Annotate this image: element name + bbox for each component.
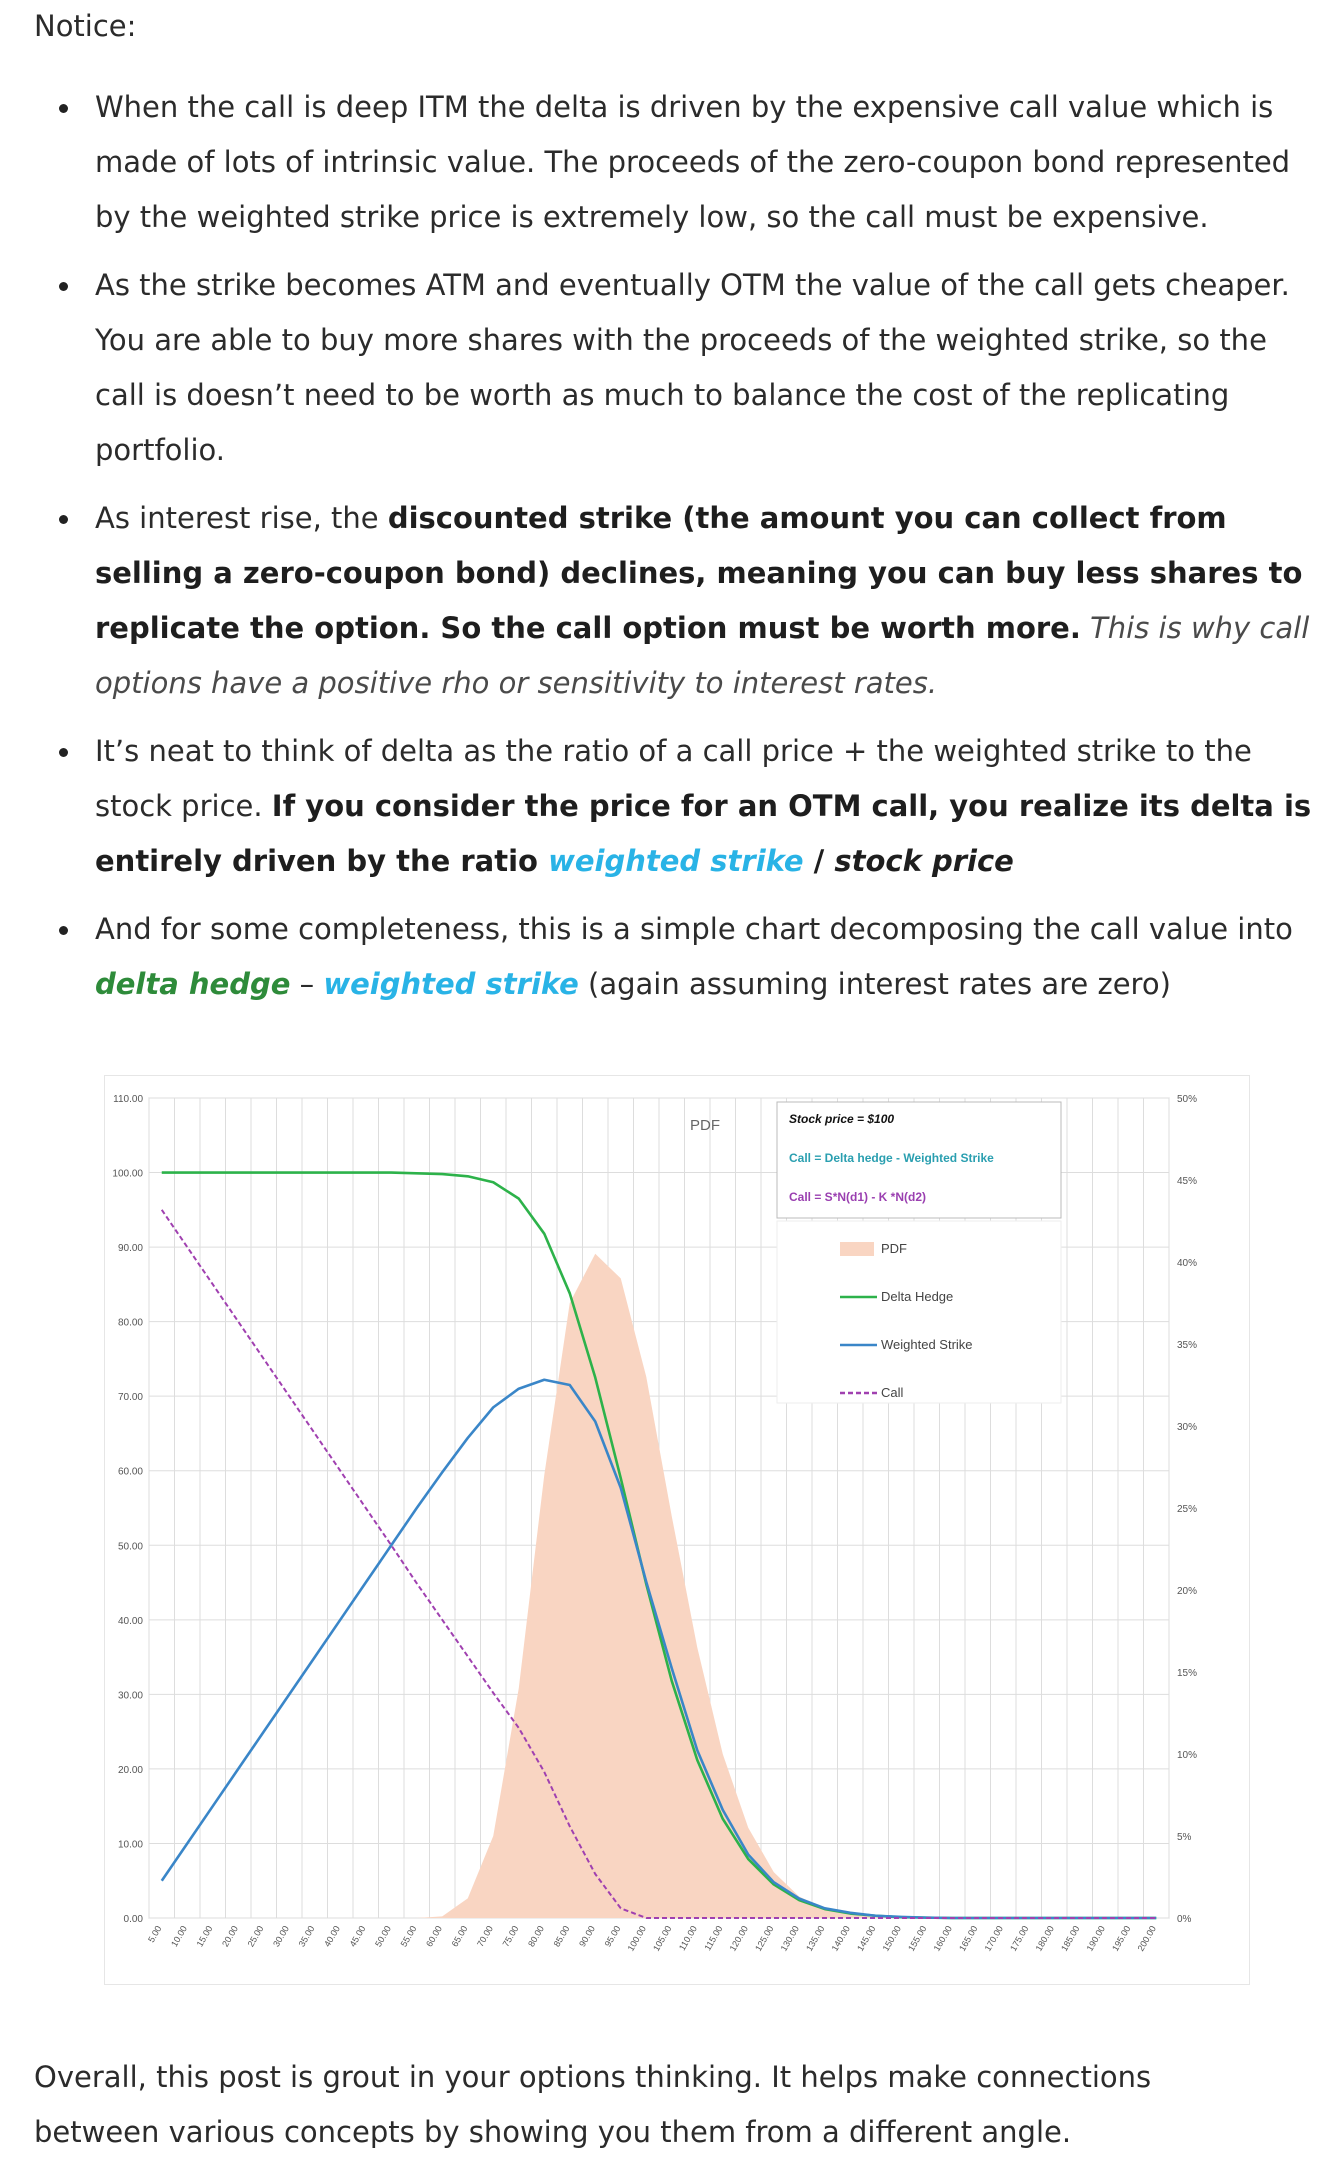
x-tick-label: 160.00: [931, 1924, 954, 1953]
y-tick-label: 100.00: [112, 1168, 143, 1180]
x-tick-label: 50.00: [373, 1924, 393, 1949]
x-tick-label: 25.00: [245, 1924, 266, 1949]
bullet-list: [34, 80, 1325, 1025]
bullet-text: It’s neat to think of delta as the ratio of a call price + the weighted strike to the stock price.: [95, 734, 1252, 823]
x-tick-label: 120.00: [727, 1924, 750, 1953]
info-formula-1: Call = Delta hedge - Weighted Strike: [789, 1151, 994, 1165]
x-tick-label: 10.00: [169, 1924, 189, 1949]
y-tick-label: 0.00: [123, 1914, 143, 1925]
x-tick-label: 145.00: [855, 1924, 878, 1953]
x-tick-label: 110.00: [676, 1924, 699, 1953]
x-tick-label: 130.00: [778, 1924, 801, 1953]
notice-heading: Notice:: [34, 9, 137, 43]
x-tick-label: 170.00: [982, 1924, 1005, 1953]
x-tick-label: 95.00: [602, 1924, 623, 1949]
x-tick-label: 70.00: [475, 1924, 495, 1949]
slash: /: [803, 844, 835, 878]
legend-box: [777, 1221, 1061, 1403]
bullet-text-end: (again assuming interest rates are zero): [578, 967, 1171, 1001]
bullet-text: And for some completeness, this is a simple chart decomposing the call value into: [95, 912, 1293, 946]
bullet-text: When the call is deep ITM the delta is driven by the expensive call value which is made of lots of intrinsic value. The proceeds of the zero-coupon bond represented by the weighted strike price is extremely low, so the call must be expensive.: [95, 90, 1291, 234]
y-tick-label: 30.00: [117, 1690, 143, 1702]
legend-label: Weighted Strike: [881, 1337, 973, 1352]
x-tick-label: 140.00: [829, 1924, 852, 1953]
y-tick-label: 90.00: [117, 1243, 143, 1255]
closing-paragraph: Overall, this post is grout in your options thinking. It helps make connections between various concepts by showing you them from a different angle.: [34, 2060, 1152, 2149]
info-stock-price: Stock price = $100: [789, 1112, 895, 1126]
weighted-strike-term: weighted strike: [548, 844, 804, 878]
stock-price-term: stock price: [834, 844, 1014, 878]
x-tick-label: 165.00: [957, 1924, 980, 1953]
legend-label: PDF: [881, 1241, 907, 1256]
x-tick-label: 35.00: [296, 1924, 317, 1949]
y2-tick-label: 5%: [1177, 1832, 1192, 1843]
bullet-bold-text: If you consider the price for an OTM call, you realize its delta is entirely driven by the ratio: [95, 789, 1312, 878]
x-tick-label: 75.00: [500, 1924, 521, 1949]
chart-svg: [105, 1076, 1249, 1984]
x-tick-label: 60.00: [424, 1924, 444, 1949]
chart-title: PDF: [690, 1117, 720, 1134]
x-tick-label: 155.00: [906, 1924, 929, 1953]
bullet-text: As interest rise, the: [95, 501, 388, 535]
dash: –: [290, 967, 324, 1001]
delta-hedge-term: delta hedge: [95, 967, 291, 1001]
x-tick-label: 30.00: [271, 1924, 291, 1949]
y2-tick-label: 40%: [1177, 1258, 1198, 1269]
x-tick-label: 55.00: [398, 1924, 419, 1949]
x-tick-label: 15.00: [194, 1924, 215, 1949]
x-tick-label: 195.00: [1110, 1924, 1133, 1953]
legend-swatch-pdf: [840, 1242, 874, 1256]
x-tick-label: 115.00: [702, 1924, 725, 1953]
y2-tick-label: 15%: [1177, 1668, 1198, 1679]
bullet-atm-otm: [95, 258, 1325, 478]
x-tick-label: 185.00: [1059, 1924, 1082, 1953]
x-tick-label: 125.00: [753, 1924, 776, 1953]
x-tick-label: 45.00: [347, 1924, 368, 1949]
y-tick-label: 40.00: [117, 1615, 143, 1627]
legend-label: Delta Hedge: [881, 1289, 954, 1304]
y2-tick-label: 30%: [1177, 1422, 1198, 1433]
y-tick-label: 20.00: [117, 1764, 143, 1776]
bullet-delta-ratio: [95, 724, 1325, 889]
x-tick-label: 135.00: [804, 1924, 827, 1953]
y2-tick-label: 35%: [1177, 1340, 1198, 1351]
legend-label: Call: [881, 1385, 904, 1400]
bullet-interest: [95, 491, 1325, 711]
x-tick-label: 80.00: [526, 1924, 546, 1949]
y2-tick-label: 0%: [1177, 1914, 1192, 1925]
info-formula-2: Call = S*N(d1) - K *N(d2): [789, 1190, 927, 1204]
y-tick-label: 50.00: [117, 1541, 143, 1553]
y2-tick-label: 50%: [1177, 1094, 1198, 1105]
bullet-deep-itm: [95, 80, 1325, 245]
x-tick-label: 200.00: [1135, 1924, 1158, 1953]
bullet-completeness: [95, 902, 1325, 1012]
y-tick-label: 10.00: [117, 1839, 143, 1851]
y-tick-label: 110.00: [113, 1094, 143, 1105]
bullet-text: As the strike becomes ATM and eventually OTM the value of the call gets cheaper. You are able to buy more shares with the proceeds of the weighted strike, so the call is doesn’t need to be worth as much to balance the cost of the replicating portfolio.: [95, 268, 1290, 467]
y2-tick-label: 25%: [1177, 1504, 1198, 1515]
bullet-italic-text: This is why call options have a positive rho or sensitivity to interest rates.: [95, 611, 1310, 700]
x-tick-label: 150.00: [880, 1924, 903, 1953]
y-tick-label: 80.00: [117, 1317, 143, 1329]
x-tick-label: 20.00: [220, 1924, 240, 1949]
call-decomposition-chart: [104, 1075, 1250, 1985]
x-tick-label: 105.00: [651, 1924, 674, 1953]
y-tick-label: 60.00: [117, 1466, 143, 1478]
y2-tick-label: 45%: [1177, 1176, 1198, 1187]
weighted-strike-term: weighted strike: [323, 967, 579, 1001]
x-tick-label: 175.00: [1008, 1924, 1031, 1953]
y2-tick-label: 20%: [1177, 1586, 1198, 1597]
y2-tick-label: 10%: [1177, 1750, 1198, 1761]
x-tick-label: 5.00: [146, 1924, 164, 1945]
x-tick-label: 190.00: [1084, 1924, 1107, 1953]
y-tick-label: 70.00: [117, 1392, 143, 1404]
x-tick-label: 65.00: [449, 1924, 470, 1949]
x-tick-label: 100.00: [625, 1924, 648, 1953]
x-tick-label: 90.00: [577, 1924, 597, 1949]
x-tick-label: 85.00: [551, 1924, 572, 1949]
x-tick-label: 40.00: [322, 1924, 342, 1949]
bullet-bold-text: discounted strike (the amount you can collect from selling a zero-coupon bond) declines, meaning you can buy less shares to replicate the option. So the call option must be worth more.: [95, 501, 1303, 645]
x-tick-label: 180.00: [1033, 1924, 1056, 1953]
